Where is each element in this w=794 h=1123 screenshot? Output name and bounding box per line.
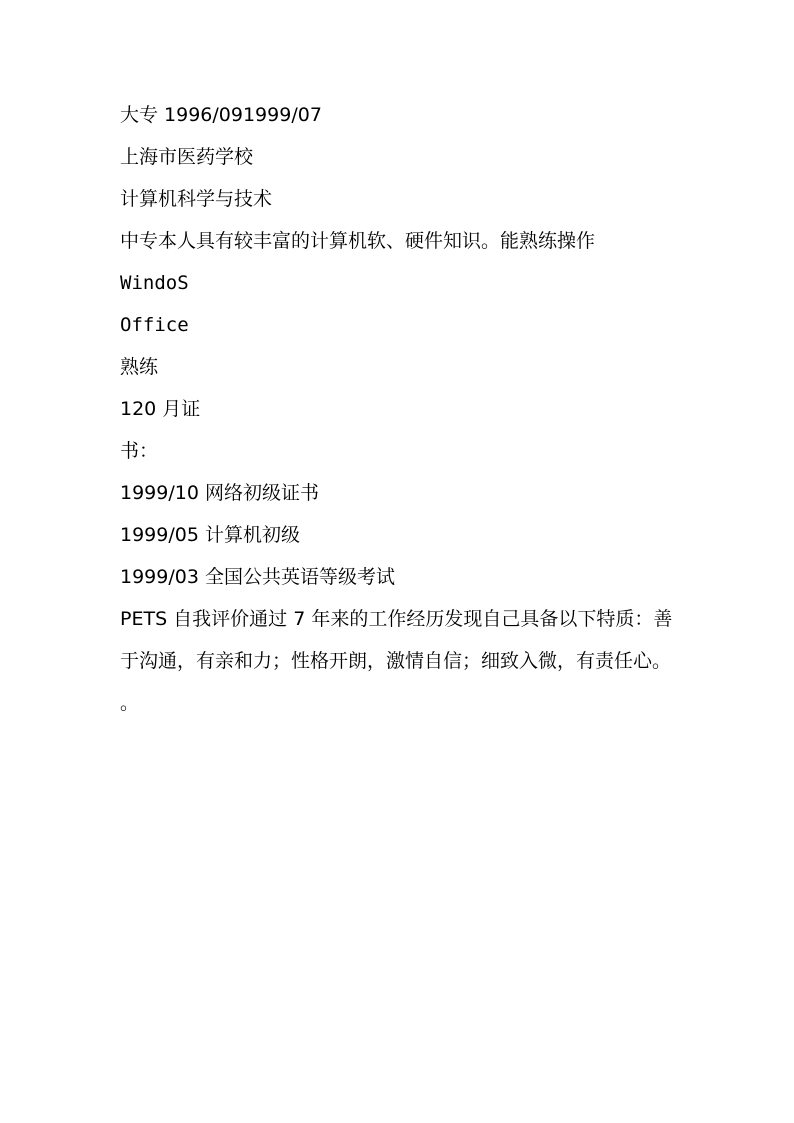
certificate-heading-line: 书： [120, 440, 159, 462]
major-line: 计算机科学与技术 [120, 188, 273, 210]
skills-summary-line: 中专本人具有较丰富的计算机软、硬件知识。能熟练操作 [120, 230, 596, 252]
certificate-count-line: 120 月证 [120, 398, 201, 420]
school-name-line: 上海市医药学校 [120, 146, 254, 168]
certificate-computer-line: 1999/05 计算机初级 [120, 524, 300, 546]
software-windows-line: WindoS [120, 272, 189, 294]
proficiency-line: 熟练 [120, 356, 159, 378]
self-evaluation-paragraph: PETS 自我评价通过 7 年来的工作经历发现自己具备以下特质：善于沟通，有亲和力；性格开朗，激情自信；细致入微，有责任心。 [120, 608, 673, 672]
document-body [120, 94, 680, 724]
certificate-english-line: 1999/03 全国公共英语等级考试 [120, 566, 395, 588]
certificate-network-line: 1999/10 网络初级证书 [120, 482, 319, 504]
education-degree-line: 大专 1996/091999/07 [120, 104, 322, 126]
end-mark-line: 。 [120, 692, 140, 714]
software-office-line: Office [120, 314, 189, 336]
